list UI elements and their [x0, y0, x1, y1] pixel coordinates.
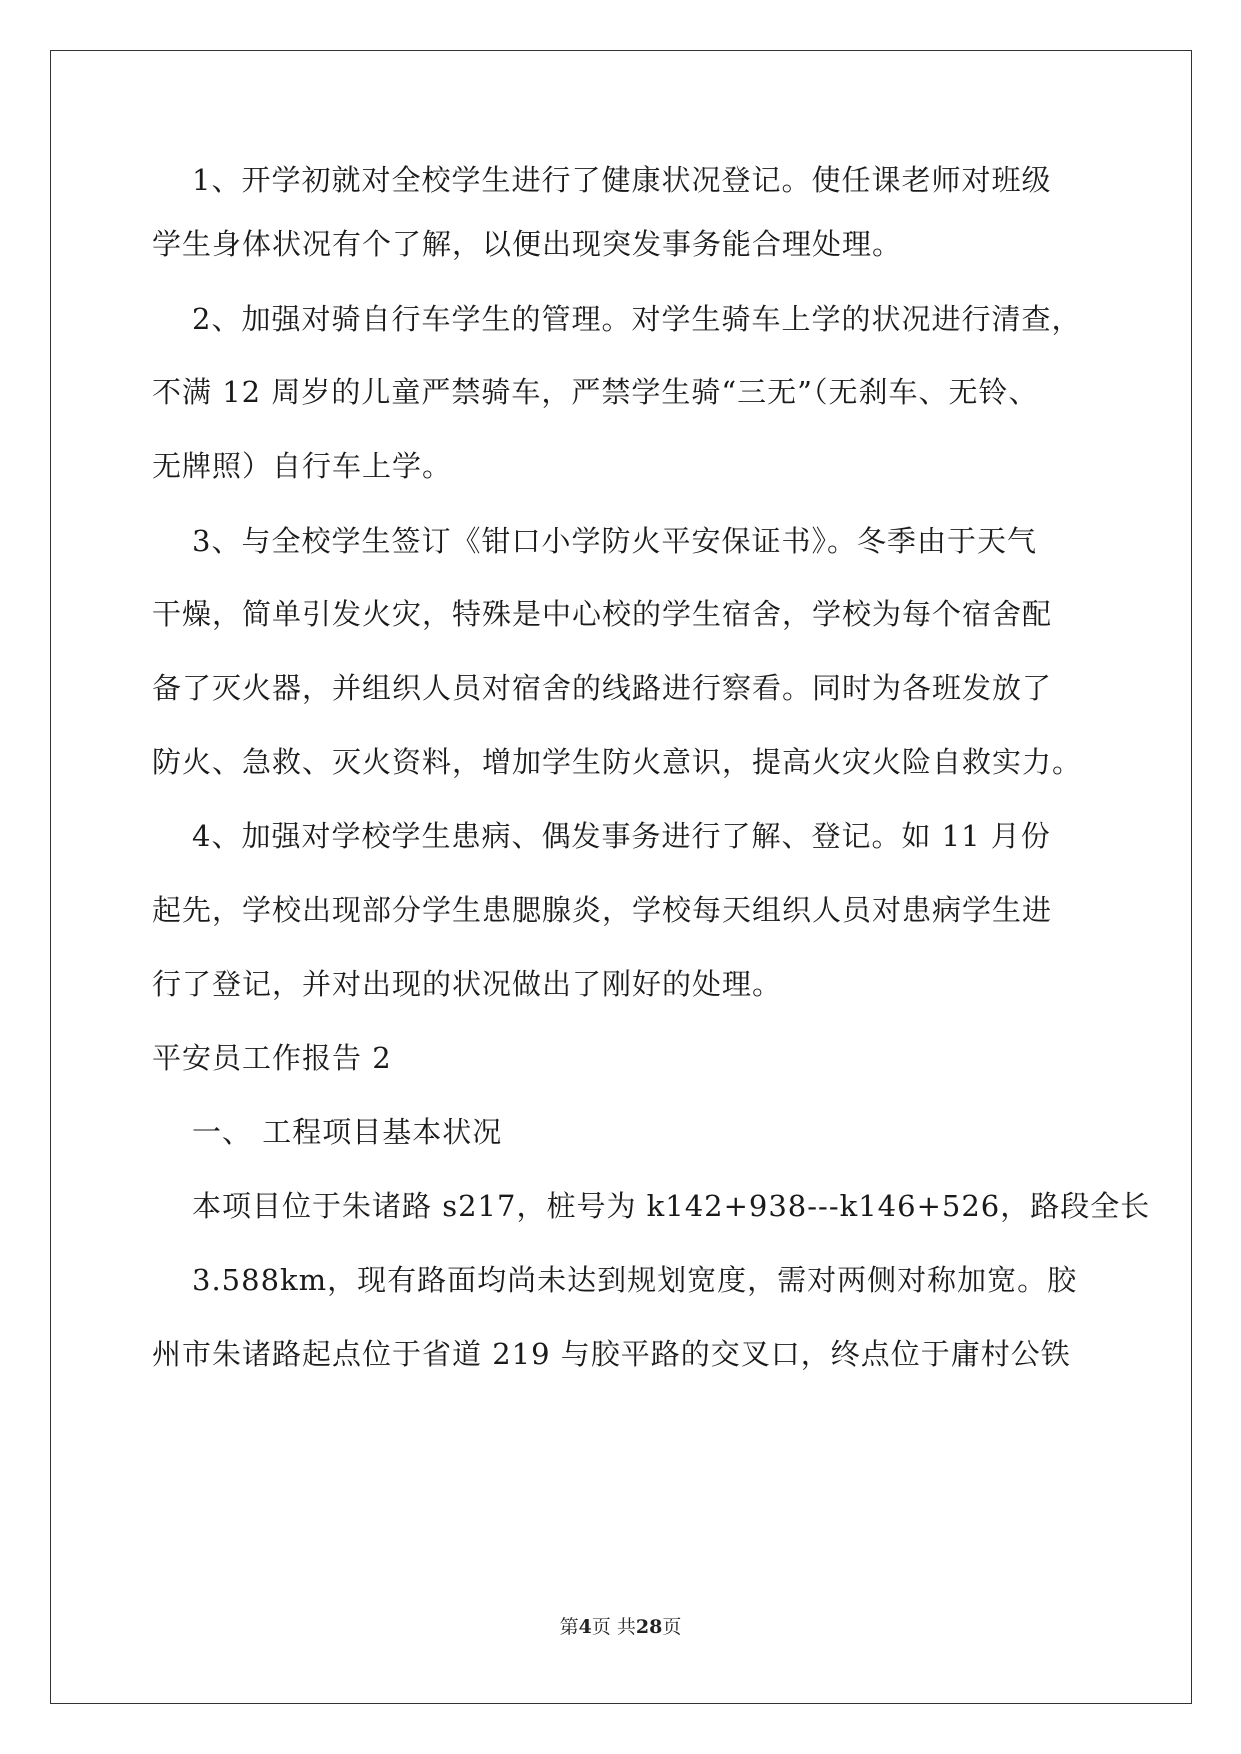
paragraph-line: 州市朱诸路起点位于省道 219 与胶平路的交叉口，终点位于庸村公铁: [152, 1337, 1071, 1371]
footer-mid: 页 共: [591, 1616, 636, 1638]
paragraph-line: 不满 12 周岁的儿童严禁骑车，严禁学生骑“三无”（无刹车、无铃、: [152, 375, 1039, 409]
paragraph-line: 行了登记，并对出现的状况做出了刚好的处理。: [152, 967, 783, 1001]
subsection-heading: 一、 工程项目基本状况: [192, 1115, 503, 1149]
current-page-number: 4: [578, 1616, 592, 1638]
paragraph-line: 4、加强对学校学生患病、偶发事务进行了解、登记。如 11 月份: [192, 819, 1051, 853]
paragraph-line: 1、开学初就对全校学生进行了健康状况登记。使任课老师对班级: [192, 163, 1052, 197]
paragraph-line: 2、加强对骑自行车学生的管理。对学生骑车上学的状况进行清查，: [192, 302, 1082, 336]
paragraph-line: 起先，学校出现部分学生患腮腺炎，学校每天组织人员对患病学生进: [152, 893, 1053, 927]
total-page-count: 28: [635, 1616, 663, 1638]
page-footer: [0, 1612, 1241, 1639]
paragraph-line: 备了灭火器，并组织人员对宿舍的线路进行察看。同时为各班发放了: [152, 671, 1053, 705]
footer-prefix: 第: [559, 1616, 579, 1638]
paragraph-line: 3、与全校学生签订《钳口小学防火平安保证书》。冬季由于天气: [192, 524, 1037, 558]
section-heading: 平安员工作报告 2: [152, 1041, 392, 1075]
paragraph-line: 无牌照）自行车上学。: [152, 449, 453, 483]
paragraph-line: 本项目位于朱诸路 s217，桩号为 k142+938---k146+526，路段全长: [192, 1189, 1151, 1223]
paragraph-line: 干燥，简单引发火灾，特殊是中心校的学生宿舍，学校为每个宿舍配: [152, 597, 1053, 631]
paragraph-line: 3.588km，现有路面均尚未达到规划宽度，需对两侧对称加宽。胶: [192, 1263, 1078, 1297]
paragraph-line: 学生身体状况有个了解，以便出现突发事务能合理处理。: [152, 227, 903, 261]
paragraph-line: 防火、急救、灭火资料，增加学生防火意识，提高火灾火险自救实力。: [152, 745, 1083, 779]
footer-suffix: 页: [662, 1616, 682, 1638]
